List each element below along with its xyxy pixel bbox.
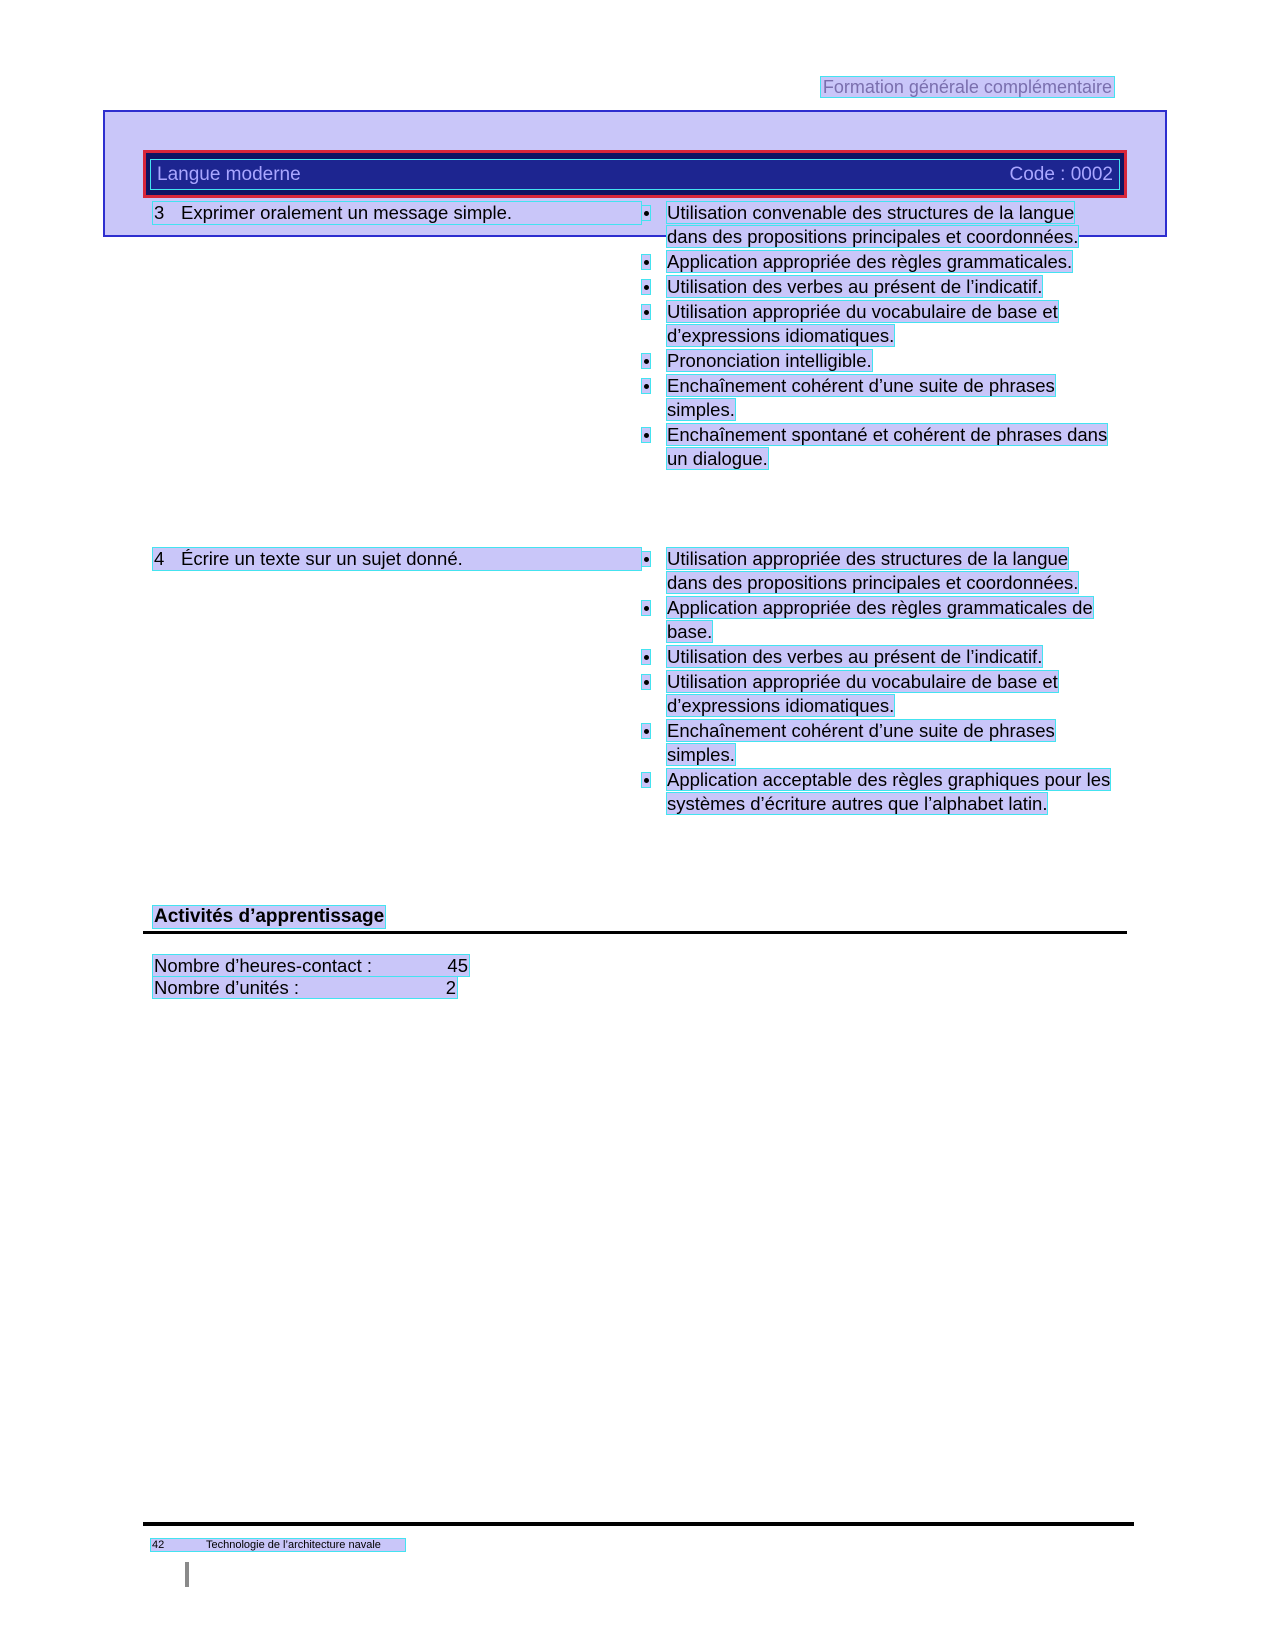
criterion-text: Application appropriée des règles grammaticales de base. <box>667 597 1093 642</box>
objective-4 <box>152 547 642 571</box>
bullet-icon <box>641 427 651 443</box>
footer-divider <box>143 1522 1134 1526</box>
bullet-icon <box>641 600 651 616</box>
criterion-text: Utilisation des verbes au présent de l’indicatif. <box>667 276 1043 297</box>
criterion-text: Utilisation convenable des structures de la langue dans des propositions principales et coordonnées. <box>667 202 1079 247</box>
objective-number: 4 <box>154 548 165 569</box>
module-title-inner <box>150 159 1120 190</box>
revision-bar <box>185 1562 189 1587</box>
criterion-text: Application acceptable des règles graphiques pour les systèmes d’écriture autres que l’alphabet latin. <box>667 769 1111 814</box>
list-item <box>641 670 1111 718</box>
list-item <box>641 300 1111 348</box>
list-item <box>641 349 1111 373</box>
list-item <box>641 719 1111 767</box>
criterion-text: Enchaînement spontané et cohérent de phrases dans un dialogue. <box>667 424 1108 469</box>
bullet-icon <box>641 649 651 665</box>
objective-4-criteria <box>641 547 1111 817</box>
list-item <box>641 374 1111 422</box>
criterion-text: Prononciation intelligible. <box>667 350 872 371</box>
contact-hours-label: Nombre d’heures-contact : <box>154 955 372 976</box>
bullet-icon <box>641 279 651 295</box>
module-code: Code : 0002 <box>1009 164 1113 185</box>
list-item <box>641 596 1111 644</box>
list-item <box>641 645 1111 669</box>
objective-text: Exprimer oralement un message simple. <box>181 202 513 223</box>
section-divider <box>143 931 1127 934</box>
list-item <box>641 201 1111 249</box>
bullet-icon <box>641 772 651 788</box>
bullet-icon <box>641 254 651 270</box>
criterion-text: Application appropriée des règles grammaticales. <box>667 251 1073 272</box>
page-footer <box>150 1538 406 1552</box>
objective-text: Écrire un texte sur un sujet donné. <box>181 548 463 569</box>
bullet-icon <box>641 378 651 394</box>
objective-3-criteria <box>641 201 1111 472</box>
bullet-icon <box>641 674 651 690</box>
bullet-icon <box>641 353 651 369</box>
criterion-text: Utilisation appropriée du vocabulaire de base et d’expressions idiomatiques. <box>667 671 1058 716</box>
running-header: Formation générale complémentaire <box>820 76 1115 98</box>
contact-hours-value: 45 <box>447 955 468 976</box>
list-item <box>641 547 1111 595</box>
document-title: Technologie de l’architecture navale <box>206 1539 381 1551</box>
objective-3 <box>152 201 642 225</box>
list-item <box>641 423 1111 471</box>
module-title-bar <box>143 150 1127 198</box>
criterion-text: Enchaînement cohérent d’une suite de phrases simples. <box>667 720 1055 765</box>
learning-activities-heading: Activités d’apprentissage <box>154 906 385 927</box>
criterion-text: Utilisation appropriée des structures de la langue dans des propositions principales et coordonnées. <box>667 548 1079 593</box>
criterion-text: Enchaînement cohérent d’une suite de phrases simples. <box>667 375 1055 420</box>
list-item <box>641 250 1111 274</box>
criterion-text: Utilisation des verbes au présent de l’indicatif. <box>667 646 1043 667</box>
list-item <box>641 768 1111 816</box>
criterion-text: Utilisation appropriée du vocabulaire de base et d’expressions idiomatiques. <box>667 301 1058 346</box>
list-item <box>641 275 1111 299</box>
units-label: Nombre d’unités : <box>154 977 299 998</box>
bullet-icon <box>641 304 651 320</box>
bullet-icon <box>641 551 651 567</box>
units-row <box>152 976 458 999</box>
units-value: 2 <box>445 977 456 998</box>
page-number: 42 <box>152 1539 165 1551</box>
module-title: Langue moderne <box>157 164 301 185</box>
bullet-icon <box>641 723 651 739</box>
bullet-icon <box>641 205 651 221</box>
objective-number: 3 <box>154 202 165 223</box>
contact-hours-row <box>152 954 470 977</box>
